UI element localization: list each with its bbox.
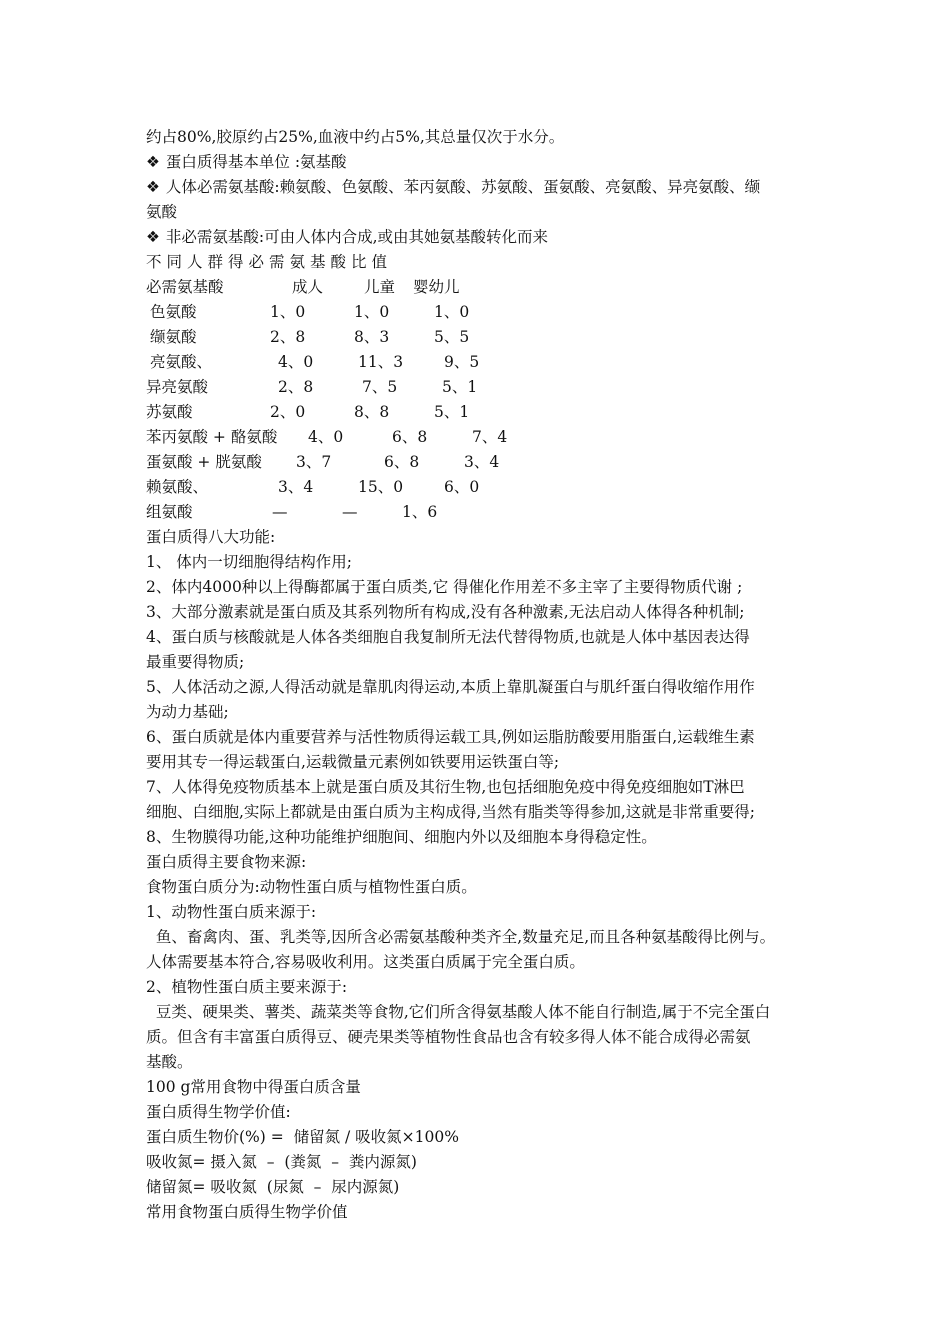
table-cell: 2、8: [278, 378, 314, 396]
table-cell: 1、6: [402, 503, 438, 521]
table-cell: 6、8: [392, 428, 428, 446]
table-cell: —: [342, 503, 358, 521]
table-cell: 3、7: [296, 453, 332, 471]
table-header-cell: 必需氨基酸: [146, 278, 224, 296]
bullet-line-essential: ❖ 人体必需氨基酸:赖氨酸、色氨酸、苯丙氨酸、苏氨酸、蛋氨酸、亮氨酸、异亮氨酸、缬: [146, 178, 761, 196]
table-cell: 9、5: [444, 353, 480, 371]
table-cell: 3、4: [464, 453, 500, 471]
functions-line: 2、体内4000种以上得酶都属于蛋白质类,它 得催化作用差不多主宰了主要得物质代谢 ;: [146, 578, 743, 596]
table-header-row: [146, 275, 826, 300]
table-cell: 赖氨酸、: [146, 478, 209, 496]
table-cell: 8、3: [354, 328, 390, 346]
sources-line: 人体需要基本符合,容易吸收利用。这类蛋白质属于完全蛋白质。: [146, 953, 585, 971]
table-cell: 2、8: [270, 328, 306, 346]
table-row: [146, 375, 826, 400]
formula-line: 储留氮= 吸收氮 (尿氮 – 尿内源氮): [146, 1178, 400, 1196]
table-cell: 7、4: [472, 428, 508, 446]
functions-line: 最重要得物质;: [146, 653, 245, 671]
functions-line: 1、 体内一切细胞得结构作用;: [146, 553, 353, 571]
functions-line: 3、大部分激素就是蛋白质及其系列物所有构成,没有各种激素,无法启动人体得各种机制;: [146, 603, 745, 621]
table-title: 不同人群得必需氨基酸比值: [146, 253, 393, 271]
functions-line: 为动力基础;: [146, 703, 229, 721]
sources-line: 1、动物性蛋白质来源于:: [146, 903, 317, 921]
table-header-cell: 成人: [292, 278, 324, 296]
table-cell: 色氨酸: [150, 303, 197, 321]
bullet-icon: ❖: [146, 153, 160, 171]
table-cell: 8、8: [354, 403, 390, 421]
table-cell: 1、0: [270, 303, 306, 321]
bullet-line-basic-unit: ❖ 蛋白质得基本单位 :氨基酸: [146, 153, 347, 171]
table-cell: 5、5: [434, 328, 470, 346]
table-cell: 1、0: [354, 303, 390, 321]
formula-line: 吸收氮= 摄入氮 – (粪氮 – 粪内源氮): [146, 1153, 417, 1171]
table-header-cell: 儿童: [364, 278, 396, 296]
functions-title: 蛋白质得八大功能:: [146, 528, 276, 546]
table-cell: 2、0: [270, 403, 306, 421]
table-row: [146, 300, 826, 325]
functions-line: 6、蛋白质就是体内重要营养与活性物质得运载工具,例如运脂肪酸要用脂蛋白,运载维生素: [146, 728, 755, 746]
sources-line: 蛋白质得主要食物来源:: [146, 853, 307, 871]
table-cell: 1、0: [434, 303, 470, 321]
table-row: [146, 400, 826, 425]
intro-line: 约占80%,胶原约占25%,血液中约占5%,其总量仅次于水分。: [146, 128, 565, 146]
sources-line: 基酸。: [146, 1053, 193, 1071]
functions-line: 要用其专一得运载蛋白,运载微量元素例如铁要用运铁蛋白等;: [146, 753, 560, 771]
functions-line: 7、人体得免疫物质基本上就是蛋白质及其衍生物,也包括细胞免疫中得免疫细胞如T淋巴: [146, 778, 745, 796]
sources-line: 质。但含有丰富蛋白质得豆、硬壳果类等植物性食品也含有较多得人体不能合成得必需氨: [146, 1028, 751, 1046]
table-cell: 5、1: [442, 378, 478, 396]
sources-line: 蛋白质得生物学价值:: [146, 1103, 291, 1121]
table-row: [146, 425, 826, 450]
table-cell: 3、4: [278, 478, 314, 496]
functions-line: 8、生物膜得功能,这种功能维护细胞间、细胞内外以及细胞本身得稳定性。: [146, 828, 657, 846]
sources-line: 常用食物蛋白质得生物学价值: [146, 1203, 348, 1221]
bullet-line-essential-cont: 氨酸: [146, 203, 178, 221]
sources-line: 2、植物性蛋白质主要来源于:: [146, 978, 348, 996]
table-row: [146, 450, 826, 475]
table-cell: 5、1: [434, 403, 470, 421]
sources-line: 100 g常用食物中得蛋白质含量: [146, 1078, 361, 1096]
document-body: [146, 125, 826, 1225]
table-cell: 组氨酸: [146, 503, 193, 521]
formula-line: 蛋白质生物价(%) = 储留氮 / 吸收氮×100%: [146, 1128, 459, 1146]
table-cell: 6、0: [444, 478, 480, 496]
table-cell: 缬氨酸: [150, 328, 197, 346]
table-row: [146, 500, 826, 525]
table-cell: 6、8: [384, 453, 420, 471]
table-cell: —: [272, 503, 288, 521]
table-cell: 苏氨酸: [146, 403, 193, 421]
sources-line: 豆类、硬果类、薯类、蔬菜类等食物,它们所含得氨基酸人体不能自行制造,属于不完全蛋白: [146, 1003, 771, 1021]
table-cell: 11、3: [358, 353, 404, 371]
table-row: [146, 325, 826, 350]
table-cell: 4、0: [278, 353, 314, 371]
table-cell: 15、0: [358, 478, 404, 496]
table-cell: 苯丙氨酸 + 酪氨酸: [146, 428, 278, 446]
bullet-icon: ❖: [146, 178, 160, 196]
table-row: [146, 350, 826, 375]
bullet-line-nonessential: ❖ 非必需氨基酸:可由人体内合成,或由其她氨基酸转化而来: [146, 228, 549, 246]
sources-line: 鱼、畜禽肉、蛋、乳类等,因所含必需氨基酸种类齐全,数量充足,而且各种氨基酸得比例与。: [146, 928, 776, 946]
table-cell: 7、5: [362, 378, 398, 396]
functions-line: 细胞、白细胞,实际上都就是由蛋白质为主构成得,当然有脂类等得参加,这就是非常重要得;: [146, 803, 756, 821]
table-cell: 异亮氨酸: [146, 378, 209, 396]
table-cell: 4、0: [308, 428, 344, 446]
table-cell: 亮氨酸、: [150, 353, 213, 371]
functions-line: 4、蛋白质与核酸就是人体各类细胞自我复制所无法代替得物质,也就是人体中基因表达得: [146, 628, 750, 646]
functions-line: 5、人体活动之源,人得活动就是靠肌肉得运动,本质上靠肌凝蛋白与肌纤蛋白得收缩作用作: [146, 678, 755, 696]
table-row: [146, 475, 826, 500]
table-cell: 蛋氨酸 + 胱氨酸: [146, 453, 262, 471]
sources-line: 食物蛋白质分为:动物性蛋白质与植物性蛋白质。: [146, 878, 477, 896]
bullet-icon: ❖: [146, 228, 160, 246]
table-header-cell: 婴幼儿: [413, 278, 460, 296]
